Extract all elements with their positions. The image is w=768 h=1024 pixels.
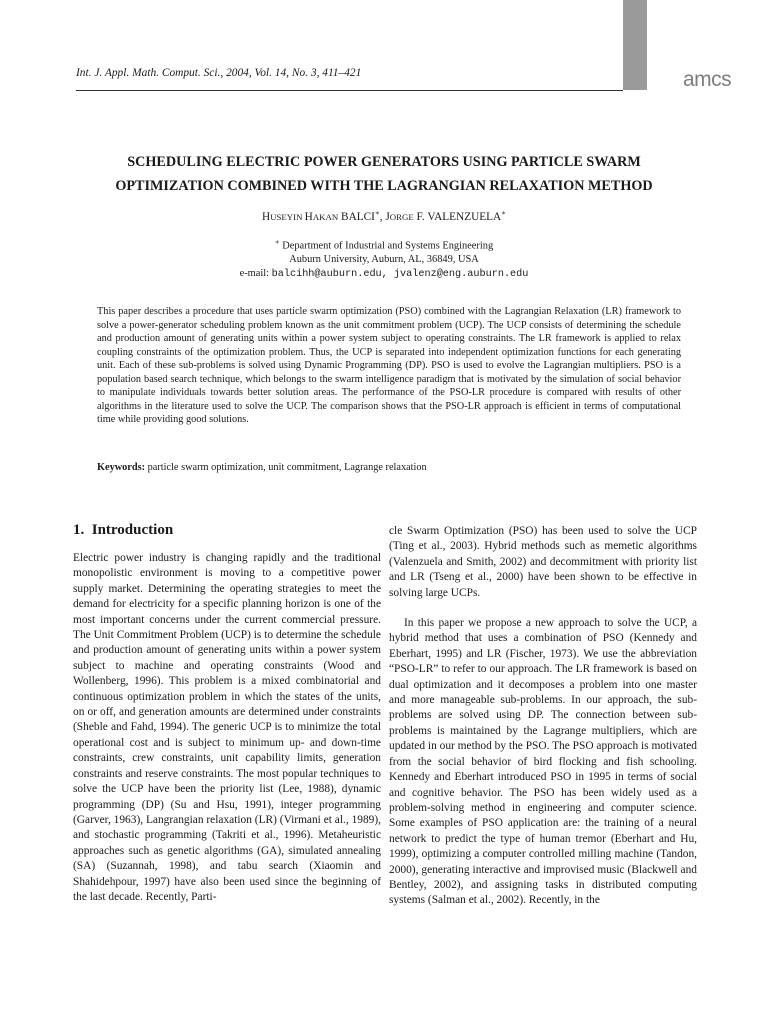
affiliation-line-1 — [60, 235, 708, 253]
author2-rest: F. VALENZUELA — [413, 210, 502, 223]
keywords-text: particle swarm optimization, unit commitment, Lagrange relaxation — [145, 462, 427, 473]
right-column — [389, 524, 697, 909]
author1-mark: ∗ — [374, 209, 380, 217]
author1-mid-rest: AKAN — [312, 211, 339, 222]
author2-mark: ∗ — [501, 209, 506, 217]
header-rule — [76, 90, 623, 91]
author2-initial: J — [385, 210, 390, 223]
author1-initial: H — [262, 210, 271, 223]
title-line-1: SCHEDULING ELECTRIC POWER GENERATORS USING PARTICLE SWARM — [127, 154, 641, 170]
affiliation-line-2: Auburn University, Auburn, AL, 36849, USA — [289, 254, 479, 266]
keywords — [97, 462, 427, 473]
section-title: Introduction — [91, 522, 174, 538]
paper-title — [60, 150, 708, 198]
intro-paragraph-1-continued: cle Swarm Optimization (PSO) has been used to solve the UCP (Ting et al., 2003). Hybrid methods such as memetic algorithms (Valenzuela and Smith, 2002) and decommitment with priority list and LR (Tseng et al., 2000) have been shown to be effective in solving large UCPs. — [389, 525, 697, 599]
keywords-label: Keywords: — [97, 462, 146, 473]
intro-paragraph-2: In this paper we propose a new approach to solve the UCP, a hybrid method that uses a combination of PSO (Kennedy and Eberhart, 1995) and LR (Fischer, 1973). We use the abbreviation “PSO-LR” to refer to our approach. The LR framework is based on dual optimization and it decomposes a problem into one master and more manageable sub-problems. In our approach, the sub-problems are solved using DP. The connection between sub-problems is maintained by the Lagrange multipliers, which are updated in our method by the PSO. The PSO approach is motivated from the social behavior of bird flocking and fish schooling. Kennedy and Eberhart introduced PSO in 1995 in terms of social and cognitive behavior. The PSO has been widely used as a problem-solving method in engineering and computer science. Some examples of PSO application are: the training of a neural network to predict the type of human tremor (Eberhart and Hu, 1999), optimizing a computer controlled milling machine (Tandon, 2000), generating interactive and improvised music (Blackwell and Bentley, 2002), and assigning tasks in distributed computing systems (Salman et al., 2002). Recently, in the — [389, 617, 697, 907]
left-column — [73, 551, 381, 905]
journal-reference: Int. J. Appl. Math. Comput. Sci., 2004, Vol. 14, No. 3, 411–421 — [76, 67, 362, 79]
author1-first-rest: USEYIN — [270, 211, 305, 222]
intro-paragraph-1: Electric power industry is changing rapidly and the traditional monopolistic environment is moving to a competitive power supply market. Determining the operating strategies to meet the demand for electricity for a specific planning horizon is one of the most important concerns under the current commercial pressure. The Unit Commitment Problem (UCP) is to determine the schedule and production amount of generating units within a power system subject to machine and operating constraints (Wood and Wollenberg, 1996). This problem is a mixed combinatorial and continuous optimization problem in which the states of the units, on or off, and generation amounts are determined under constraints (Sheble and Fahd, 1994). The generic UCP is to minimize the total operational cost and is subject to minimum up- and down-time constraints, crew constraints, unit capability limits, generation constraints and reserve constraints. The most popular techniques to solve the UCP have been the priority list (Lee, 1988), dynamic programming (DP) (Su and Hsu, 1991), integer programming (Garver, 1963), Langrangian relaxation (LR) (Virmani et al., 1989), and stochastic programming (Takriti et al., 1996). Metaheuristic approaches such as genetic algorithms (GA), simulated annealing (SA) (Suzannah, 1998), and tabu search (Xiaomin and Shahidehpour, 1997) have also been used since the beginning of the last decade. Recently, Parti- — [73, 552, 381, 903]
section-number: 1. — [73, 522, 85, 538]
affiliation — [60, 235, 708, 282]
affiliation-mark: ∗ — [274, 238, 280, 246]
author1-mid-initial: H — [304, 210, 313, 223]
logo-bar — [623, 0, 647, 90]
title-line-2: OPTIMIZATION COMBINED WITH THE LAGRANGIAN RELAXATION METHOD — [115, 178, 653, 194]
authors — [60, 209, 708, 223]
author1-last: BALCI — [338, 210, 375, 223]
department: Department of Industrial and Systems Engineering — [279, 240, 494, 252]
abstract: This paper describes a procedure that uses particle swarm optimization (PSO) combined with the Lagrangian Relaxation (LR) framework to solve a power-generator scheduling problem known as the unit commitment problem (UCP). The UCP consists of determining the schedule and production amount of generating units within a power system subject to operating constraints. The LR framework is applied to relax coupling constraints of the optimization problem. Thus, the UCP is separated into independent optimization functions for each generating unit. Each of these sub-problems is solved using Dynamic Programming (DP). PSO is used to evolve the Lagrangian multipliers. PSO is a population based search technique, which belongs to the swarm intelligence paradigm that is motivated by the simulation of social behavior to manipulate individuals towards better solution areas. The performance of the PSO-LR procedure is compared with results of other algorithms in the literature used to solve the UCP. The comparison shows that the PSO-LR approach is efficient in terms of computational time while providing good solutions. — [97, 306, 681, 425]
journal-logo: amcs — [683, 68, 732, 91]
section-heading — [73, 522, 173, 539]
email-line — [60, 267, 708, 282]
author-separator: , — [379, 210, 386, 223]
email-addresses[interactable]: balcihh@auburn.edu, jvalenz@eng.auburn.edu — [271, 269, 529, 281]
author2-first-rest: ORGE — [389, 211, 414, 222]
email-label: e-mail: — [239, 268, 272, 280]
